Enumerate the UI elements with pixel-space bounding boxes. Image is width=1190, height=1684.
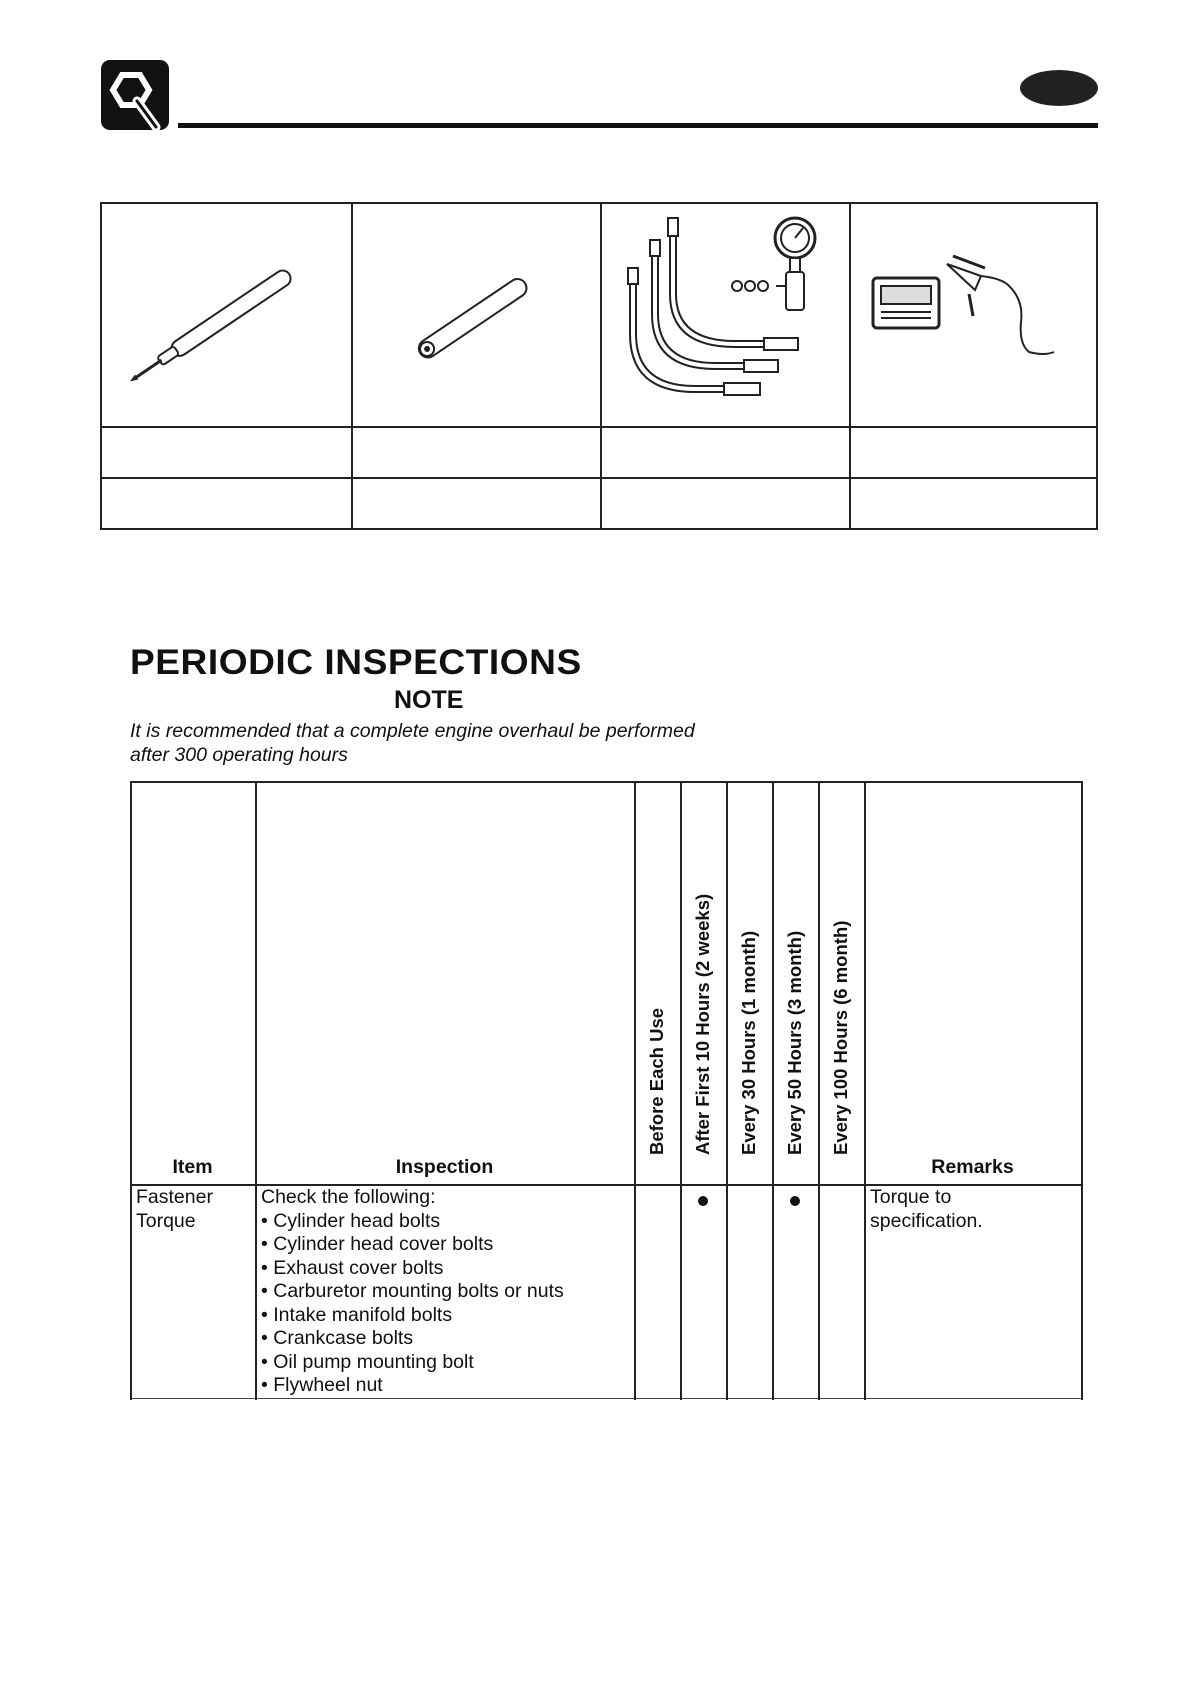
header-interval-label: Every 30 Hours (1 month)	[738, 930, 759, 1155]
tachometer-clip-icon	[849, 204, 1098, 428]
header-interval-30h	[726, 783, 772, 1183]
remarks-text-line: specification.	[870, 1209, 983, 1232]
header-interval-50h	[772, 783, 818, 1183]
table-col-divider	[130, 781, 132, 1400]
list-item: • Oil pump mounting bolt	[261, 1351, 631, 1375]
header-interval-before-use	[634, 783, 680, 1183]
header-interval-first-10h	[680, 783, 726, 1183]
rod-tool-icon	[351, 204, 600, 428]
table-rule	[130, 781, 1083, 783]
tool-name-cell	[600, 428, 849, 477]
list-item: • Cylinder head cover bolts	[261, 1233, 631, 1257]
tool-name-cell	[102, 428, 351, 477]
interval-check-dot	[698, 1196, 708, 1206]
table-col-divider	[1081, 781, 1083, 1400]
remarks-cell	[870, 1186, 1075, 1233]
tool-number-cell	[102, 479, 351, 528]
tool-number-cell	[600, 479, 849, 528]
special-tools-table	[100, 202, 1098, 530]
table-col-divider	[864, 781, 866, 1400]
item-cell	[136, 1186, 253, 1233]
list-item: • Flywheel nut	[261, 1374, 631, 1398]
tool-name-cell	[849, 428, 1098, 477]
remarks-text-line: Torque to	[870, 1186, 952, 1208]
list-item: • Crankcase bolts	[261, 1327, 631, 1351]
section-tab-oval	[1020, 70, 1098, 106]
inspection-list	[261, 1210, 631, 1398]
item-text-line: Fastener	[136, 1186, 213, 1208]
note-text-line: after 300 operating hours	[130, 744, 348, 766]
header-item: Item	[172, 1156, 213, 1178]
note-label: NOTE	[394, 686, 464, 714]
header-interval-100h	[818, 783, 864, 1183]
header-rule	[178, 123, 1098, 128]
table-rule	[130, 1398, 1083, 1399]
probe-tool-icon	[102, 204, 351, 428]
wrench-service-icon	[100, 59, 170, 131]
tool-number-cell	[849, 479, 1098, 528]
tool-name-cell	[351, 428, 600, 477]
header-interval-label: Every 50 Hours (3 month)	[784, 930, 805, 1155]
inspection-cell	[261, 1186, 631, 1398]
list-item: • Exhaust cover bolts	[261, 1257, 631, 1281]
header-interval-label: After First 10 Hours (2 weeks)	[692, 893, 713, 1155]
item-text-line: Torque	[136, 1209, 196, 1232]
inspection-intro: Check the following:	[261, 1186, 436, 1208]
compression-gauge-kit-icon	[600, 204, 849, 428]
list-item: • Cylinder head bolts	[261, 1210, 631, 1234]
list-item: • Intake manifold bolts	[261, 1304, 631, 1328]
table-col-divider	[255, 781, 257, 1400]
inspection-table	[130, 781, 1083, 1400]
header-interval-label: Every 100 Hours (6 month)	[830, 920, 851, 1155]
section-title: PERIODIC INSPECTIONS	[130, 643, 582, 682]
interval-check-dot	[790, 1196, 800, 1206]
list-item: • Carburetor mounting bolts or nuts	[261, 1280, 631, 1304]
note-text	[130, 719, 750, 767]
header-remarks: Remarks	[931, 1156, 1014, 1178]
tool-number-cell	[351, 479, 600, 528]
note-text-line: It is recommended that a complete engine overhaul be performed	[130, 720, 695, 742]
header-interval-label: Before Each Use	[646, 1007, 667, 1155]
header-inspection: Inspection	[395, 1156, 494, 1178]
